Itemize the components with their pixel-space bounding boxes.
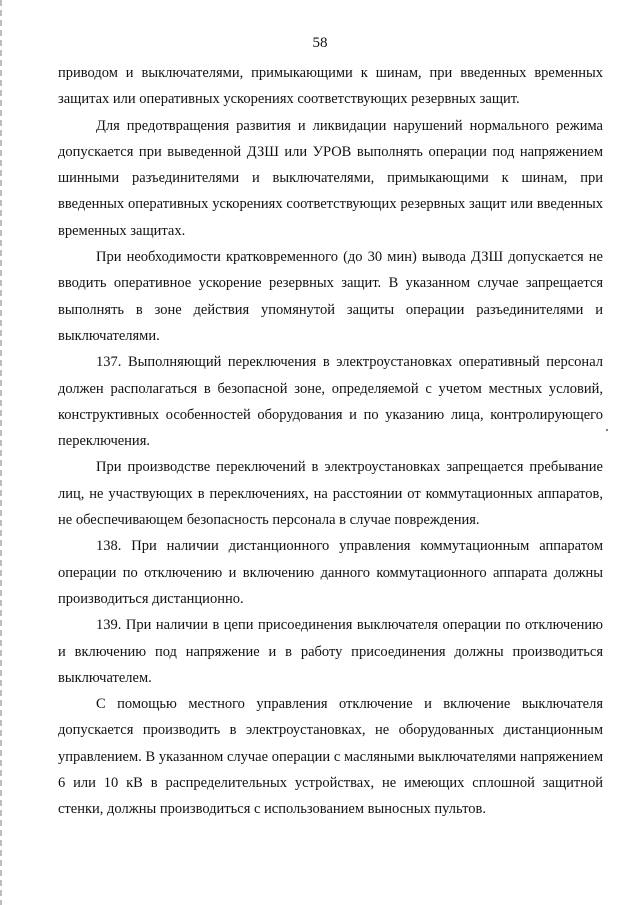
scan-edge-marks [0,0,2,905]
paragraph-dzsh-urov: Для предотвращения развития и ликвидации нарушений нормального режима допускается при выведенной ДЗШ или УРОВ выполнять операции под напряжением шинными разъединителями и выключателями, примыкающими к шинам, при введенных оперативных ускорениях соответствующих резервных защит или введенных временных защитах. [58,117,603,239]
scan-speck [606,429,608,431]
paragraph-short-term-withdrawal: При необходимости кратковременного (до 30 мин) вывода ДЗШ допускается не вводить оперативное ускорение резервных защит. В указанном случае запрещается выполнять в зоне действия упомянутой защиты операции разъединителями и выключателями. [58,249,603,344]
paragraph-item-139: 139. При наличии в цепи присоединения выключателя операции по отключению и включению под напряжение и в работу присоединения должны производиться выключателем. [58,617,603,686]
paragraph-local-control: С помощью местного управления отключение и включение выключателя допускается производить в электроустановках, не оборудованных дистанционным управлением. В указанном случае операции с масляными выключателями напряжением 6 или 10 кВ в распределительных устройствах, не имеющих сплошной защитной стенки, должны производиться с использованием выносных пультов. [58,696,603,818]
paragraph-item-137: 137. Выполняющий переключения в электроустановках оперативный персонал должен располагаться в безопасной зоне, определяемой с учетом местных условий, конструктивных особенностей оборудования и по указанию лица, контролирующего переключения. [58,354,603,450]
paragraph-continuation: приводом и выключателями, примыкающими к шинам, при введенных временных защитах или оперативных ускорениях соответствующих резервных защит. [58,65,603,108]
page-number: 58 [312,35,328,51]
paragraph-item-138: 138. При наличии дистанционного управления коммутационным аппаратом операции по отключению и включению данного коммутационного аппарата должны производиться дистанционно. [58,538,603,607]
body-text [58,60,603,823]
paragraph-presence-prohibited: При производстве переключений в электроустановках запрещается пребывание лиц, не участвующих в переключениях, на расстоянии от коммутационных аппаратов, не обеспечивающем безопасность персонала в случае повреждения. [58,459,603,529]
